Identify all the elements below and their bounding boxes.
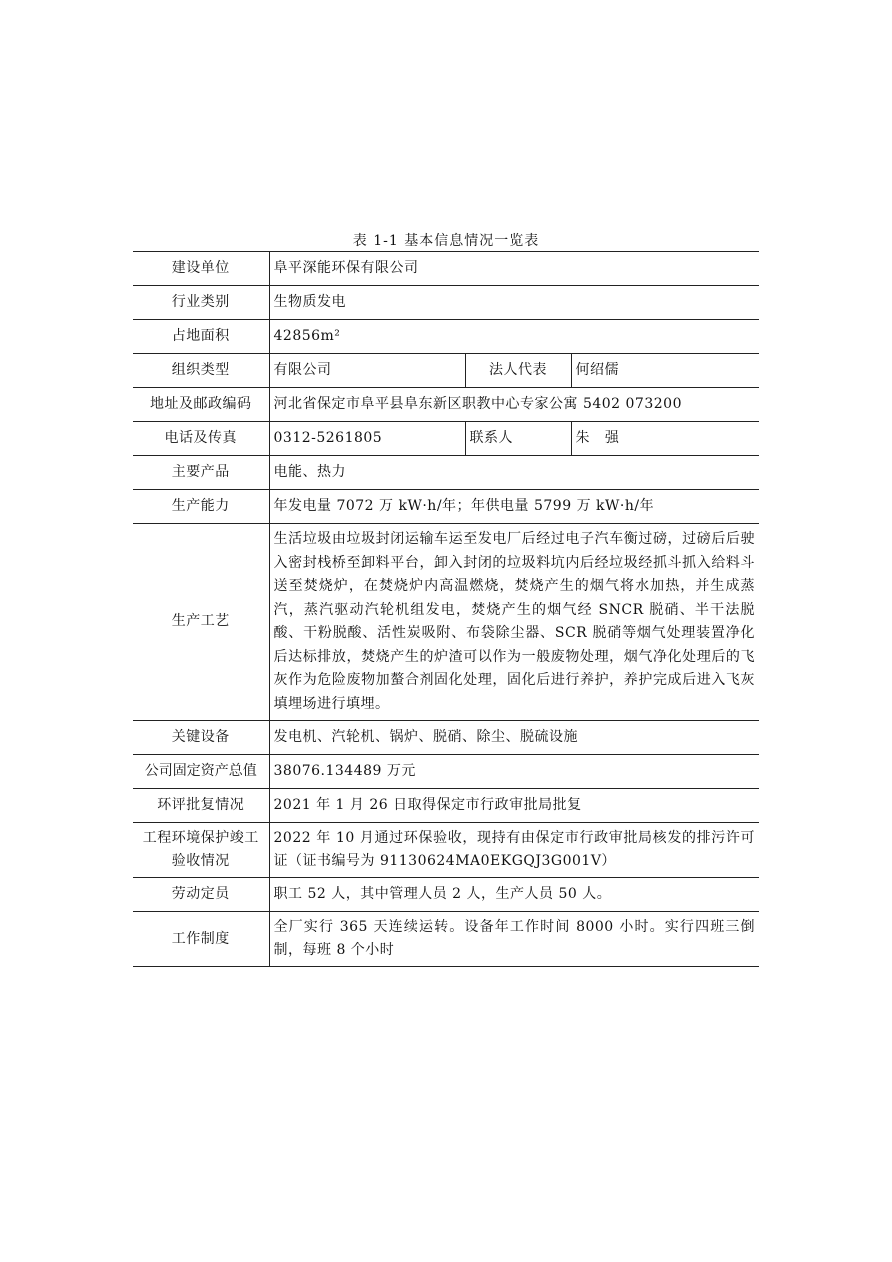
row-label: 组织类型 [133, 354, 269, 388]
row-value: 0312-5261805 [273, 430, 383, 446]
row-value: 生物质发电 [273, 294, 346, 310]
table-row [133, 823, 759, 878]
row-label: 关键设备 [133, 721, 269, 755]
row-label: 主要产品 [133, 456, 269, 490]
table-row [133, 912, 759, 967]
row-value: 2021 年 1 月 26 日取得保定市行政审批局批复 [273, 797, 582, 813]
table-caption: 表 1-1 基本信息情况一览表 [352, 233, 540, 249]
table-row [133, 524, 759, 721]
table-row [133, 490, 759, 524]
row-value-secondary: 何绍儒 [575, 362, 619, 378]
row-value: 年发电量 7072 万 kW·h/年；年供电量 5799 万 kW·h/年 [273, 498, 655, 514]
row-label: 行业类别 [133, 286, 269, 320]
row-value: 42856m² [273, 328, 341, 344]
row-label: 生产能力 [133, 490, 269, 524]
row-label: 生产工艺 [133, 524, 269, 721]
row-value: 阜平深能环保有限公司 [273, 260, 419, 276]
table-row [133, 755, 759, 789]
row-value: 38076.134489 万元 [273, 763, 416, 779]
table-row [133, 354, 759, 388]
row-label: 电话及传真 [133, 422, 269, 456]
row-label: 工作制度 [133, 912, 269, 967]
table-row [133, 286, 759, 320]
row-value: 2022 年 10 月通过环保验收，现持有由保定市行政审批局核发的排污许可证（证书编号为 91130624MA0EKGQJ3G001V） [273, 830, 756, 869]
row-value: 职工 52 人，其中管理人员 2 人，生产人员 50 人。 [273, 886, 612, 902]
row-label: 环评批复情况 [133, 789, 269, 823]
row-label: 劳动定员 [133, 878, 269, 912]
table-row [133, 320, 759, 354]
row-label-secondary: 联系人 [465, 422, 571, 456]
row-label-secondary: 法人代表 [465, 354, 571, 388]
table-row [133, 456, 759, 490]
row-label: 占地面积 [133, 320, 269, 354]
row-value: 电能、热力 [273, 464, 346, 480]
row-label: 建设单位 [133, 252, 269, 286]
row-value: 生活垃圾由垃圾封闭运输车运至发电厂后经过电子汽车衡过磅，过磅后后驶入密封栈桥至卸料平台，卸入封闭的垃圾料坑内后经垃圾经抓斗抓入给料斗送至焚烧炉，在焚烧炉内高温燃烧，焚烧产生的烟气将水加热，并生成蒸汽，蒸汽驱动汽轮机组发电，焚烧产生的烟气经 SNCR 脱硝、半干法脱酸、干粉脱酸、活性炭吸附、布袋除尘器、SCR 脱硝等烟气处理装置净化后达标排放，焚烧产生的炉渣可以作为一般废物处理，烟气净化处理后的飞灰作为危险废物加螯合剂固化处理，固化后进行养护，养护完成后进入飞灰填埋场进行填埋。 [273, 531, 756, 712]
table-row [133, 422, 759, 456]
row-value: 河北省保定市阜平县阜东新区职教中心专家公寓 5402 073200 [273, 396, 682, 412]
row-value-secondary: 朱 强 [575, 430, 620, 446]
row-label: 工程环境保护竣工验收情况 [133, 823, 269, 878]
table-row [133, 721, 759, 755]
row-label: 公司固定资产总值 [133, 755, 269, 789]
basic-info-table [133, 251, 759, 967]
row-value: 全厂实行 365 天连续运转。设备年工作时间 8000 小时。实行四班三倒制，每班 8 个小时 [273, 919, 756, 958]
table-row [133, 388, 759, 422]
table-row [133, 789, 759, 823]
row-value: 有限公司 [273, 362, 332, 378]
row-value: 发电机、汽轮机、锅炉、脱硝、除尘、脱硫设施 [273, 729, 578, 745]
table-row [133, 252, 759, 286]
row-label: 地址及邮政编码 [133, 388, 269, 422]
table-row [133, 878, 759, 912]
